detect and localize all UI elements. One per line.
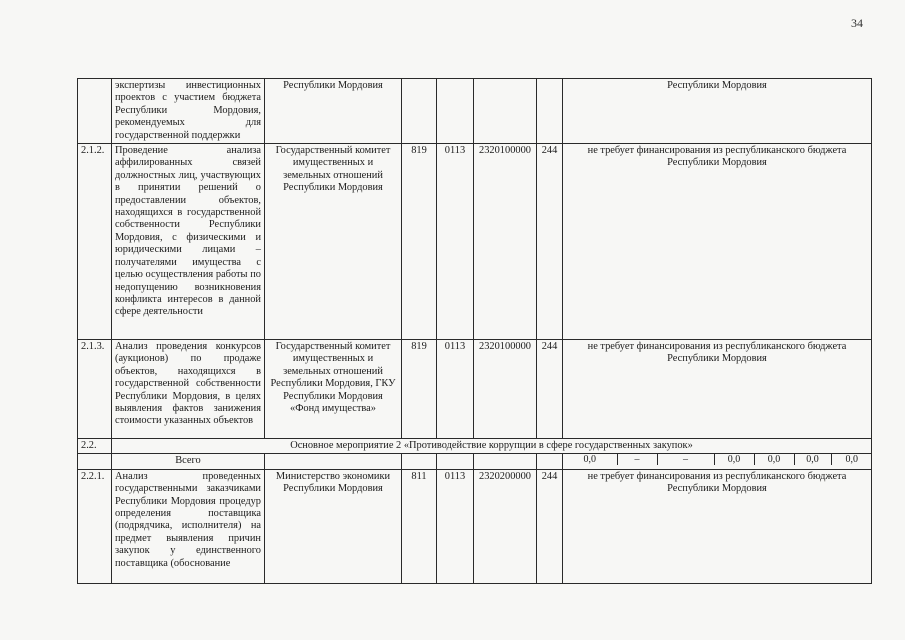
rzpr-code xyxy=(437,79,474,144)
rzpr-code: 0113 xyxy=(437,469,474,583)
activity-name: Анализ проведения конкурсов (аукционов) по продаже объектов, находящихся в государственной собственности Республики Мордовия, в целях выявления фактов занижения стоимости указанных объектов xyxy=(112,340,265,439)
total-value: – xyxy=(657,454,714,465)
activity-name: экспертизы инвестиционных проектов с участием бюджета Республики Мордовия, рекомендуемых для государственной поддержки xyxy=(112,79,265,144)
table-row xyxy=(78,469,872,583)
total-value: 0,0 xyxy=(583,454,596,466)
total-value: 0,0 xyxy=(831,454,872,465)
vr-code xyxy=(537,79,563,144)
program-table xyxy=(77,78,872,584)
csr-code: 2320100000 xyxy=(474,144,537,340)
table-row xyxy=(78,79,872,144)
financing-note: Республики Мордовия xyxy=(563,79,872,144)
financing-note: не требует финансирования из республиканского бюджета Республики Мордовия xyxy=(563,469,872,583)
activity-name: Проведение анализа аффилированных связей должностных лиц, участвующих в принятии решений о предоставлении объектов, находящихся в государственной собственности Республики Мордовия, с физическими и юридическими лицами – получателями имущества с целью осуществления работы по недопущению возникновения конфликта интересов в данной сфере деятельности xyxy=(112,144,265,340)
page-number: 34 xyxy=(851,16,863,30)
total-value: 0,0 xyxy=(714,454,754,465)
total-value: 0,0 xyxy=(754,454,794,465)
grbs-code xyxy=(402,79,437,144)
table-row xyxy=(78,340,872,439)
rzpr-code: 0113 xyxy=(437,340,474,439)
vr-code: 244 xyxy=(537,144,563,340)
activity-name: Анализ проведенных государственными заказчиками Республики Мордовия процедур определения поставщика (подрядчика, исполнителя) на предмет выявления причин закупок у единственного поставщика (обоснование xyxy=(112,469,265,583)
vr-code: 244 xyxy=(537,469,563,583)
section-title: Основное мероприятие 2 «Противодействие коррупции в сфере государственных закупок» xyxy=(112,439,872,454)
section-number: 2.2. xyxy=(78,439,112,454)
csr-code: 2320100000 xyxy=(474,340,537,439)
grbs-code: 819 xyxy=(402,144,437,340)
vr-code: 244 xyxy=(537,340,563,439)
row-number: 2.1.3. xyxy=(78,340,112,439)
responsible-organization: Государственный комитет имущественных и земельных отношений Республики Мордовия, ГКУ Республики Мордовия «Фонд имущества» xyxy=(265,340,402,439)
grbs-code: 819 xyxy=(402,340,437,439)
total-row xyxy=(78,454,872,469)
financing-note: не требует финансирования из республиканского бюджета Республики Мордовия xyxy=(563,340,872,439)
responsible-organization: Государственный комитет имущественных и земельных отношений Республики Мордовия xyxy=(265,144,402,340)
rzpr-code: 0113 xyxy=(437,144,474,340)
csr-code: 2320200000 xyxy=(474,469,537,583)
financing-note: не требует финансирования из республиканского бюджета Республики Мордовия xyxy=(563,144,872,340)
total-value: 0,0 xyxy=(794,454,831,465)
row-number: 2.1.2. xyxy=(78,144,112,340)
total-label: Всего xyxy=(112,454,265,469)
row-number xyxy=(78,79,112,144)
row-number: 2.2.1. xyxy=(78,469,112,583)
table-row xyxy=(78,144,872,340)
section-row xyxy=(78,439,872,454)
total-value: – xyxy=(617,454,657,465)
responsible-organization: Министерство экономики Республики Мордовия xyxy=(265,469,402,583)
responsible-organization: Республики Мордовия xyxy=(265,79,402,144)
grbs-code: 811 xyxy=(402,469,437,583)
csr-code xyxy=(474,79,537,144)
total-values xyxy=(563,454,872,465)
